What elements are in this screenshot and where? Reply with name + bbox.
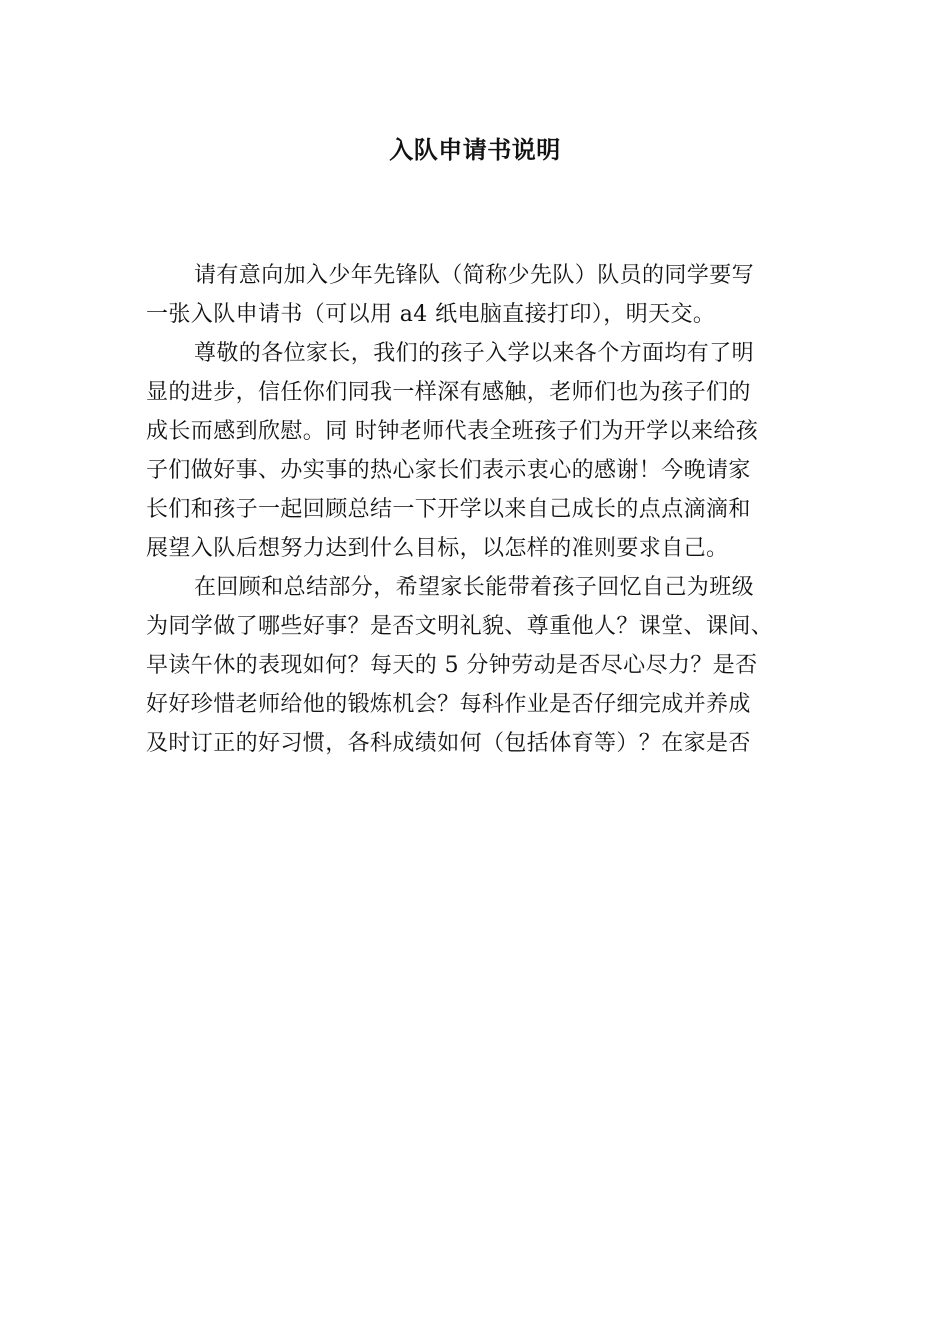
body-line-11: 早读午休的表现如何？每天的 5 分钟劳动是否尽心尽力？是否 bbox=[146, 653, 758, 678]
body-line-12: 好好珍惜老师给他的锻炼机会？每科作业是否仔细完成并养成 bbox=[146, 692, 751, 717]
body-line-6: 子们做好事、办实事的热心家长们表示衷心的感谢！今晚请家 bbox=[146, 458, 751, 483]
body-line-10: 为同学做了哪些好事？是否文明礼貌、尊重他人？课堂、课间、 bbox=[146, 614, 774, 639]
body-line-5: 成长而感到欣慰。同 时钟老师代表全班孩子们为开学以来给孩 bbox=[146, 419, 759, 444]
body-line-13: 及时订正的好习惯，各科成绩如何（包括体育等）？在家是否 bbox=[146, 731, 751, 756]
body-line-2: 一张入队申请书（可以用 a4 纸电脑直接打印），明天交。 bbox=[146, 302, 716, 327]
document-title: 入队申请书说明 bbox=[389, 136, 561, 164]
body-line-1: 请有意向加入少年先锋队（简称少先队）队员的同学要写 bbox=[194, 263, 755, 288]
body-line-3: 尊敬的各位家长，我们的孩子入学以来各个方面均有了明 bbox=[194, 341, 755, 366]
body-line-7: 长们和孩子一起回顾总结一下开学以来自己成长的点点滴滴和 bbox=[146, 497, 751, 522]
body-line-9: 在回顾和总结部分，希望家长能带着孩子回忆自己为班级 bbox=[194, 575, 755, 600]
body-line-4: 显的进步，信任你们同我一样深有感触，老师们也为孩子们的 bbox=[146, 380, 751, 405]
body-line-8: 展望入队后想努力达到什么目标，以怎样的准则要求自己。 bbox=[146, 536, 729, 561]
document-body bbox=[146, 256, 808, 763]
